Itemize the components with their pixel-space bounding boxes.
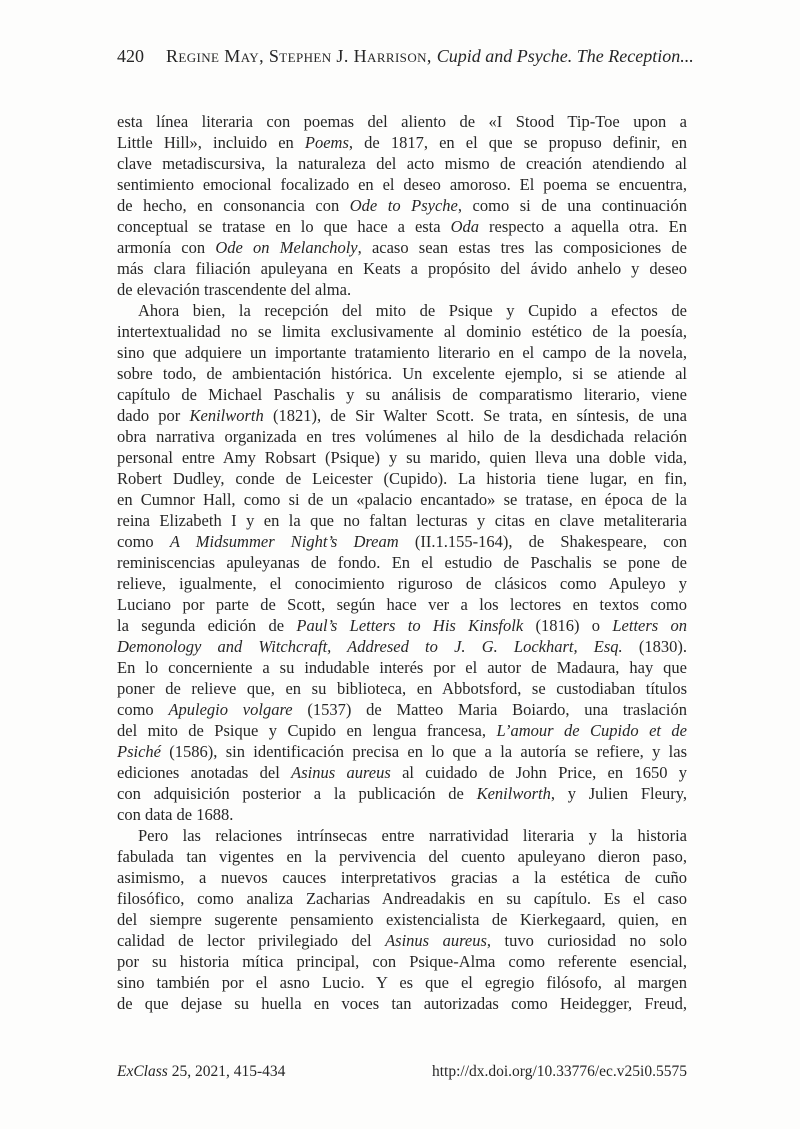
text-line: más clara filiación apuleyana en Keats a propósito del ávido anhelo y deseo	[117, 259, 687, 278]
citation-details: 25, 2021, 415-434	[167, 1063, 286, 1080]
text-block	[117, 111, 687, 1014]
text-line: personal entre Amy Robsart (Psique) y su marido, quien lleva una doble vida,	[117, 448, 687, 467]
page-footer	[117, 1062, 687, 1082]
text-line: En lo concerniente a su indudable interés por el autor de Madaura, hay que	[117, 658, 687, 677]
text-line: obra narrativa organizada en tres volúmenes al hilo de la desdichada relación	[117, 427, 687, 446]
text-line: clave metadiscursiva, la naturaleza del acto mismo de creación atendiendo al	[117, 154, 687, 173]
journal-name: ExClass	[117, 1063, 168, 1080]
running-head-title: Cupid and Psyche. The Reception...	[436, 46, 694, 66]
text-line: como Apulegio volgare (1537) de Matteo Maria Boiardo, una traslación	[117, 700, 687, 719]
text-line: reina Elizabeth I y en la que no faltan lecturas y citas en clave metaliteraria	[117, 511, 687, 530]
text-line: la segunda edición de Paul’s Letters to His Kinsfolk (1816) o Letters on	[117, 616, 688, 635]
running-header	[117, 45, 694, 67]
text-line: Demonology and Witchcraft, Addresed to J. G. Lockhart, Esq. (1830).	[117, 637, 687, 656]
text-line: del siempre sugerente pensamiento existencialista de Kierkegaard, quien, en	[117, 910, 687, 929]
text-line: dado por Kenilworth (1821), de Sir Walter Scott. Se trata, en síntesis, de una	[117, 406, 687, 425]
text-line: ediciones anotadas del Asinus aureus al cuidado de John Price, en 1650 y	[117, 763, 687, 782]
text-line: asimismo, a nuevos cauces interpretativos gracias a la estética de cuño	[117, 868, 687, 887]
text-line: Ahora bien, la recepción del mito de Psique y Cupido a efectos de	[138, 301, 687, 320]
text-line: sentimiento emocional focalizado en el deseo amoroso. El poema se encuentra,	[117, 175, 687, 194]
text-line: reminiscencias apuleyanas de fondo. En el estudio de Paschalis se pone de	[117, 553, 687, 572]
text-line: Luciano por parte de Scott, según hace ver a los lectores en textos como	[117, 595, 687, 614]
text-line: con data de 1688.	[117, 805, 234, 824]
doi-link[interactable]: http://dx.doi.org/10.33776/ec.v25i0.5575	[431, 1063, 687, 1080]
page-number: 420	[117, 46, 144, 66]
text-line: del mito de Psique y Cupido en lengua francesa, L’amour de Cupido et de	[117, 721, 687, 740]
text-line: esta línea literaria con poemas del aliento de «I Stood Tip-Toe upon a	[117, 112, 687, 131]
text-line: de elevación trascendente del alma.	[117, 280, 352, 299]
text-line: con adquisición posterior a la publicación de Kenilworth, y Julien Fleury,	[117, 784, 688, 803]
journal-citation	[117, 1062, 285, 1082]
text-line: fabulada tan vigentes en la pervivencia del cuento apuleyano dieron paso,	[117, 847, 687, 866]
text-line: Robert Dudley, conde de Leicester (Cupido). La historia tiene lugar, en fin,	[117, 469, 687, 488]
text-line: poner de relieve que, en su biblioteca, en Abbotsford, se custodiaban títulos	[117, 679, 687, 698]
text-line: conceptual se tratase en lo que hace a esta Oda respecto a aquella otra. En	[117, 217, 687, 236]
text-line: de hecho, en consonancia con Ode to Psyche, como si de una continuación	[117, 196, 687, 215]
text-line: armonía con Ode on Melancholy, acaso sean estas tres las composiciones de	[117, 238, 688, 257]
text-line: Little Hill», incluido en Poems, de 1817, en el que se propuso definir, en	[117, 133, 688, 152]
text-line: Pero las relaciones intrínsecas entre narratividad literaria y la historia	[138, 826, 687, 845]
text-line: de que dejase su huella en voces tan autorizadas como Heidegger, Freud,	[117, 994, 687, 1013]
text-line: capítulo de Michael Paschalis y su análisis de comparatismo literario, viene	[117, 385, 687, 404]
text-line: por su historia mítica principal, con Psique-Alma como referente esencial,	[117, 952, 687, 971]
running-head-authors: Regine May, Stephen J. Harrison,	[166, 46, 432, 66]
text-line: sino también por el asno Lucio. Y es que el egregio filósofo, al margen	[117, 973, 687, 992]
text-line: filosófico, como analiza Zacharias Andreadakis en su capítulo. Es el caso	[117, 889, 687, 908]
text-line: Psiché (1586), sin identificación precisa en lo que a la autoría se refiere, y las	[117, 742, 687, 761]
text-line: en Cumnor Hall, como si de un «palacio encantado» se tratase, en época de la	[117, 490, 687, 509]
text-line: calidad de lector privilegiado del Asinus aureus, tuvo curiosidad no solo	[117, 931, 687, 950]
text-line: sino que adquiere un importante tratamiento literario en el campo de la novela,	[117, 343, 687, 362]
text-line: intertextualidad no se limita exclusivamente al dominio estético de la poesía,	[117, 322, 687, 341]
text-line: como A Midsummer Night’s Dream (II.1.155-164), de Shakespeare, con	[117, 532, 687, 551]
text-line: sobre todo, de ambientación histórica. Un excelente ejemplo, si se atiende al	[117, 364, 687, 383]
text-line: relieve, igualmente, el conocimiento riguroso de clásicos como Apuleyo y	[117, 574, 687, 593]
